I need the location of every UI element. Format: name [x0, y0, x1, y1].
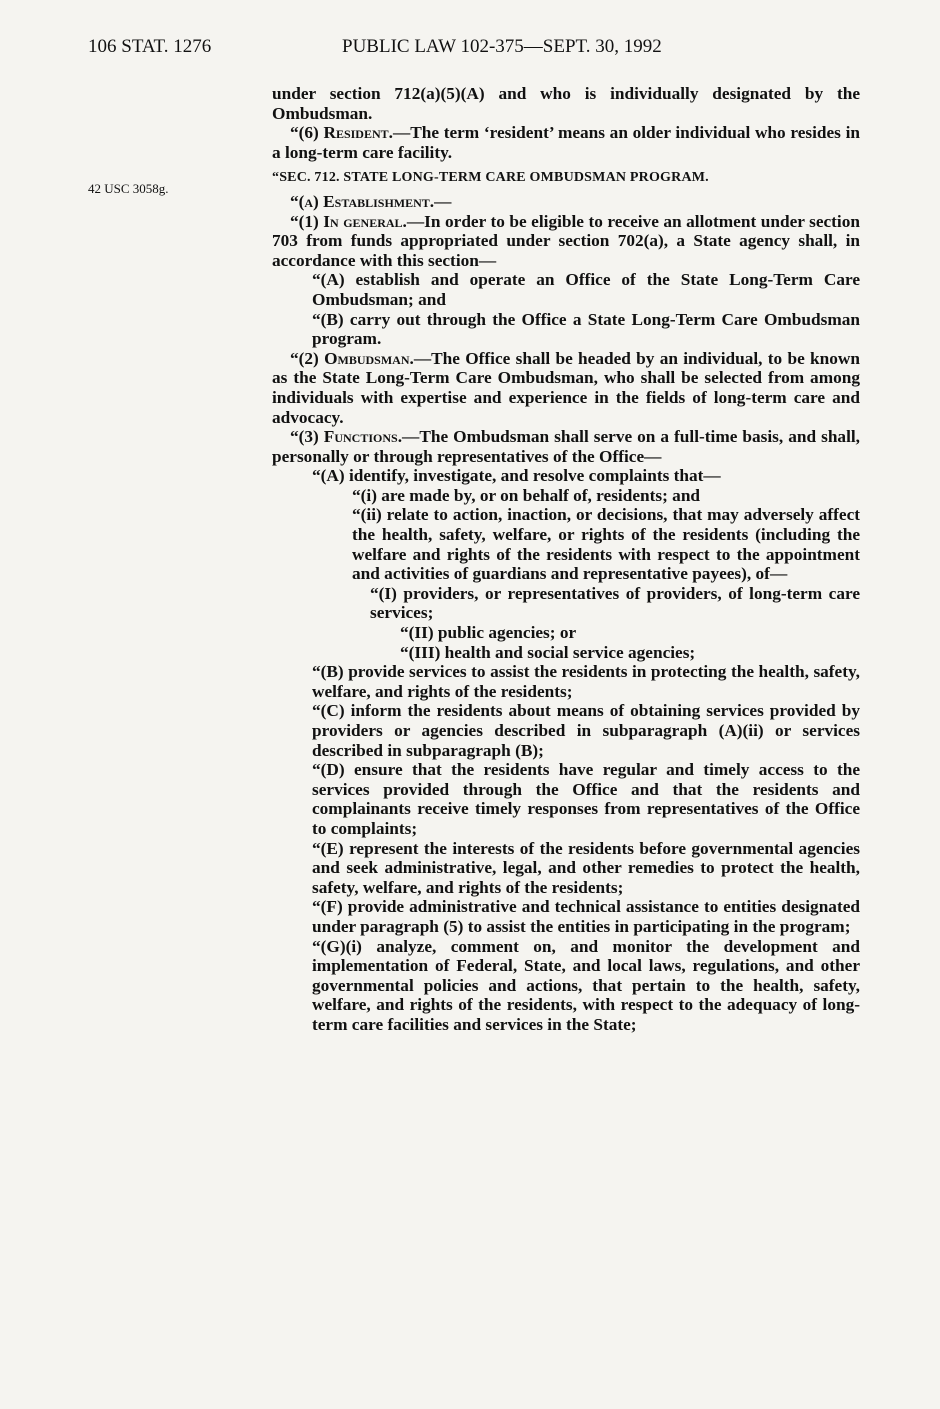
- paragraph-heading: “(6) Resident.: [290, 123, 393, 143]
- running-header-title: PUBLIC LAW 102-375—SEPT. 30, 1992: [342, 36, 662, 57]
- clause: “(G)(i) analyze, comment on, and monitor the development and implementation of Federal, State, and local laws, regulations, and other governmental policies and actions, that pertain to the health, safety, welfare, and rights of the residents, with respect to the adequacy of long-term care facilities and services in the State;: [312, 936, 860, 1034]
- subsection-heading: “(a) Establishment.—: [290, 191, 452, 211]
- sub-sub-clause: “(II) public agencies; or: [400, 623, 577, 643]
- clause: “(C) inform the residents about means of obtaining services provided by providers or agencies described in subparagraph (A)(ii) or services described in subparagraph (B);: [312, 701, 860, 760]
- clause: “(A) identify, investigate, and resolve complaints that—: [312, 466, 721, 486]
- paragraph-heading: “(1) In general.: [290, 211, 407, 231]
- paragraph-in-general: “(1) In general.—In order to be eligible to receive an allotment under section 703 from funds appropriated under section 702(a), a State agency shall, in accordance with this section—: [272, 211, 860, 270]
- page-reference: 106 STAT. 1276: [88, 36, 212, 57]
- clause: “(B) provide services to assist the residents in protecting the health, safety, welfare, and rights of the residents;: [312, 662, 860, 701]
- sub-sub-clause: “(I) providers, or representatives of providers, of long-term care services;: [370, 583, 860, 623]
- paragraph-functions: “(3) Functions.—The Ombudsman shall serve on a full-time basis, and shall, personally or through representatives of the Office—: [272, 427, 860, 466]
- paragraph-heading: “(2) Ombudsman.: [290, 348, 414, 368]
- paragraph-resident: “(6) Resident.—The term ‘resident’ means an older individual who resides in a long-term care facility.: [272, 123, 860, 162]
- clause: “(D) ensure that the residents have regular and timely access to the services provided through the Office and that the residents and complainants receive timely responses from representatives of the Office to complaints;: [312, 760, 860, 838]
- sub-clause: “(ii) relate to action, inaction, or decisions, that may adversely affect the health, safety, welfare, or rights of the residents (including the welfare and rights of the residents with respect to the appointment and activities of guardians and representative payees), of—: [352, 505, 860, 584]
- paragraph-heading: “(3) Functions.: [290, 427, 403, 447]
- statute-body: [272, 84, 860, 1035]
- clause: “(F) provide administrative and technical assistance to entities designated under paragraph (5) to assist the entities in participating in the program;: [312, 897, 860, 936]
- clause: “(B) carry out through the Office a State Long-Term Care Ombudsman program.: [312, 309, 860, 349]
- clause: “(E) represent the interests of the residents before governmental agencies and seek administrative, legal, and other remedies to protect the health, safety, welfare, and rights of the residents;: [312, 838, 860, 897]
- sub-clause: “(i) are made by, or on behalf of, residents; and: [352, 485, 701, 505]
- sub-sub-clause: “(III) health and social service agencies;: [400, 642, 696, 662]
- paragraph-ombudsman: “(2) Ombudsman.—The Office shall be headed by an individual, to be known as the State Long-Term Care Ombudsman, who shall be selected from among individuals with expertise and experience in the fields of long-term care and advocacy.: [272, 348, 860, 427]
- section-heading: “SEC. 712. STATE LONG-TERM CARE OMBUDSMAN PROGRAM.: [272, 170, 709, 186]
- margin-citation: 42 USC 3058g.: [88, 181, 169, 196]
- paragraph: under section 712(a)(5)(A) and who is individually designated by the Ombudsman.: [272, 84, 860, 123]
- clause: “(A) establish and operate an Office of the State Long-Term Care Ombudsman; and: [312, 270, 860, 309]
